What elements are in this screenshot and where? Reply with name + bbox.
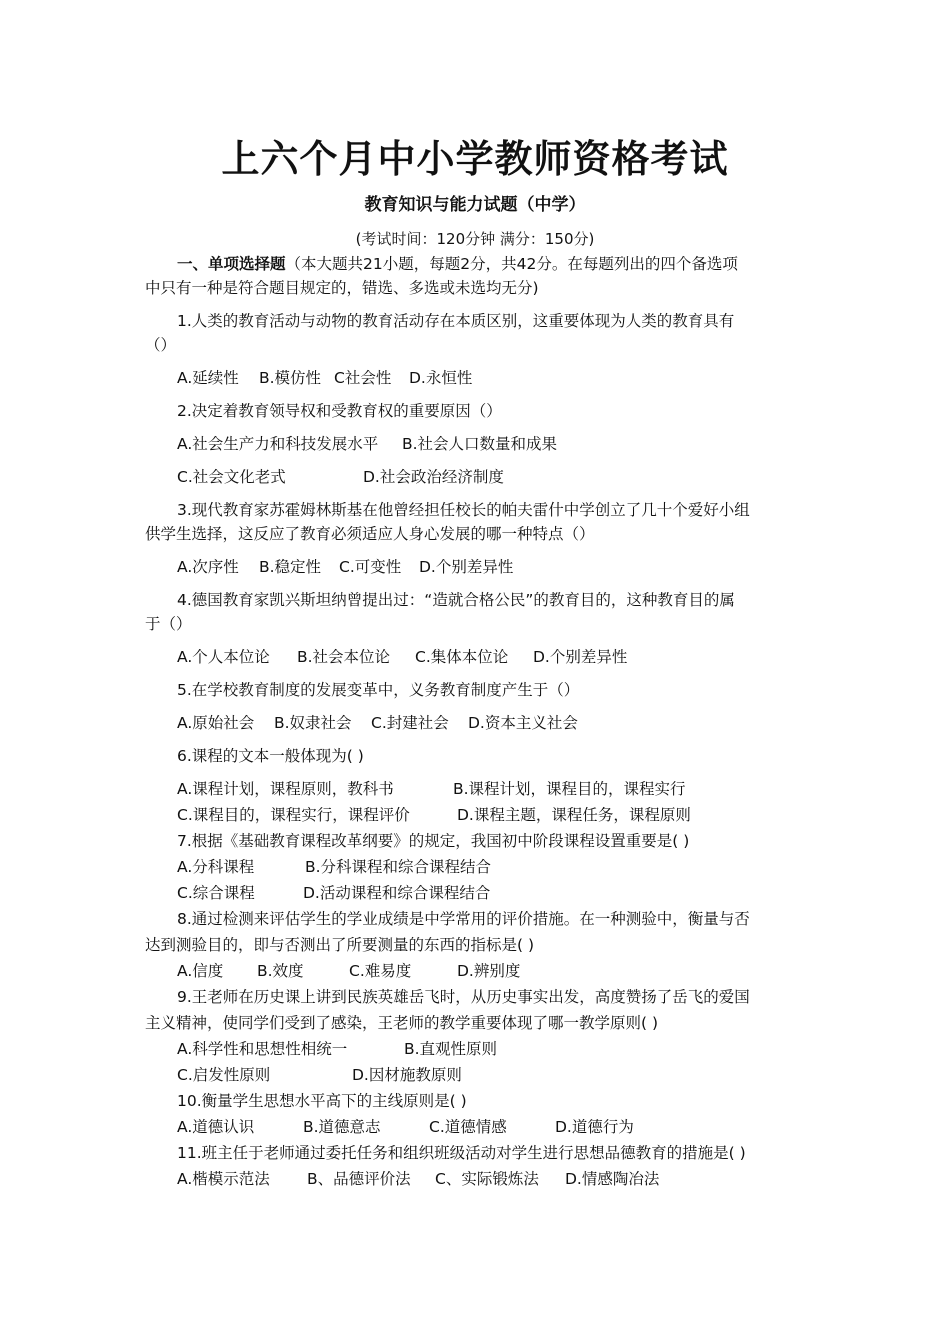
exam-meta: (考试时间：120分钟 满分：150分) <box>355 230 595 248</box>
question-2-options-1 <box>145 432 810 456</box>
question-3: 3.现代教育家苏霍姆林斯基在他曾经担任校长的帕夫雷什中学创立了几十个爱好小组 <box>177 501 750 519</box>
option: C.综合课程 <box>177 884 255 902</box>
question-5-options <box>145 711 810 735</box>
question-3-options <box>145 555 810 579</box>
question-3-cont: 供学生选择，这反应了教育必须适应人身心发展的哪一种特点（） <box>145 525 595 543</box>
question-6-options-2 <box>145 803 810 827</box>
option: B.稳定性 <box>259 558 322 576</box>
question-6-options-1 <box>145 777 810 801</box>
option: A.次序性 <box>177 558 239 576</box>
exam-subtitle: 教育知识与能力试题（中学） <box>364 195 586 215</box>
option: A.道德认识 <box>177 1118 255 1136</box>
option: B.社会本位论 <box>297 648 391 666</box>
question-10-options <box>145 1115 810 1139</box>
exam-content <box>145 252 810 1191</box>
option: A.延续性 <box>177 369 239 387</box>
question-9-options-1 <box>145 1037 810 1061</box>
option: C.启发性原则 <box>177 1066 271 1084</box>
section-heading: 一、单项选择题 <box>177 255 286 273</box>
option: D.社会政治经济制度 <box>363 468 504 486</box>
exam-title: 上六个月中小学教师资格考试 <box>221 137 729 181</box>
question-9-options-2 <box>145 1063 810 1087</box>
question-1-cont: （） <box>145 336 177 354</box>
option: B.课程计划，课程目的，课程实行 <box>453 780 686 798</box>
option: B.模仿性 <box>259 369 322 387</box>
option: B.道德意志 <box>303 1118 381 1136</box>
option: D.资本主义社会 <box>468 714 578 732</box>
question-5: 5.在学校教育制度的发展变革中，义务教育制度产生于（） <box>177 681 580 699</box>
question-4-cont: 于（） <box>145 615 192 633</box>
option: C.封建社会 <box>371 714 449 732</box>
question-1-options <box>145 366 810 390</box>
option: C.可变性 <box>339 558 402 576</box>
option: A.楷模示范法 <box>177 1170 270 1188</box>
option: C社会性 <box>334 369 392 387</box>
section-intro <box>145 252 810 276</box>
option: B.社会人口数量和成果 <box>402 435 558 453</box>
option: C.社会文化老式 <box>177 468 286 486</box>
option: C.道德情感 <box>429 1118 507 1136</box>
question-11: 11.班主任于老师通过委托任务和组织班级活动对学生进行思想品德教育的措施是( ) <box>177 1144 746 1162</box>
option: C.课程目的，课程实行，课程评价 <box>177 806 410 824</box>
question-2-options-2 <box>145 465 810 489</box>
option: A.信度 <box>177 962 224 980</box>
option: D.辨别度 <box>457 962 521 980</box>
option: D.活动课程和综合课程结合 <box>303 884 491 902</box>
section-intro-text: （本大题共21小题，每题2分，共42分。在每题列出的四个备选项 <box>285 255 738 273</box>
option: D.因材施教原则 <box>352 1066 462 1084</box>
option: B.效度 <box>257 962 304 980</box>
question-8-options <box>145 959 810 983</box>
option: C、实际锻炼法 <box>435 1170 539 1188</box>
option: D.课程主题，课程任务，课程原则 <box>457 806 691 824</box>
question-8: 8.通过检测来评估学生的学业成绩是中学常用的评价措施。在一种测验中，衡量与否 <box>177 910 750 928</box>
option: D.情感陶冶法 <box>565 1170 660 1188</box>
option: A.个人本位论 <box>177 648 270 666</box>
option: A.分科课程 <box>177 858 255 876</box>
question-4: 4.德国教育家凯兴斯坦纳曾提出过：“造就合格公民”的教育目的，这种教育目的属 <box>177 591 735 609</box>
option: C.集体本位论 <box>415 648 509 666</box>
option: A.科学性和思想性相统一 <box>177 1040 348 1058</box>
question-4-options <box>145 645 810 669</box>
question-7: 7.根据《基础教育课程改革纲要》的规定，我国初中阶段课程设置重要是( ) <box>177 832 690 850</box>
option: A.原始社会 <box>177 714 255 732</box>
option: D.个别差异性 <box>533 648 628 666</box>
option: B.奴隶社会 <box>274 714 352 732</box>
section-intro-cont: 中只有一种是符合题目规定的，错选、多选或未选均无分) <box>145 279 539 297</box>
question-6: 6.课程的文本一般体现为( ) <box>177 747 364 765</box>
question-9-cont: 主义精神，使同学们受到了感染，王老师的教学重要体现了哪一教学原则( ) <box>145 1014 659 1032</box>
question-7-options-1 <box>145 855 810 879</box>
option: A.课程计划，课程原则，教科书 <box>177 780 394 798</box>
option: D.道德行为 <box>555 1118 634 1136</box>
question-10: 10.衡量学生思想水平高下的主线原则是( ) <box>177 1092 467 1110</box>
question-1: 1.人类的教育活动与动物的教育活动存在本质区别，这重要体现为人类的教育具有 <box>177 312 735 330</box>
question-2: 2.决定着教育领导权和受教育权的重要原因（） <box>177 402 502 420</box>
option: D.永恒性 <box>409 369 473 387</box>
option: D.个别差异性 <box>419 558 514 576</box>
option: C.难易度 <box>349 962 412 980</box>
question-9: 9.王老师在历史课上讲到民族英雄岳飞时，从历史事实出发，高度赞扬了岳飞的爱国 <box>177 988 750 1006</box>
question-11-options <box>145 1167 810 1191</box>
question-7-options-2 <box>145 881 810 905</box>
option: B、品德评价法 <box>307 1170 411 1188</box>
option: A.社会生产力和科技发展水平 <box>177 435 379 453</box>
question-8-cont: 达到测验目的，即与否测出了所要测量的东西的指标是( ) <box>145 936 535 954</box>
option: B.分科课程和综合课程结合 <box>305 858 492 876</box>
option: B.直观性原则 <box>404 1040 498 1058</box>
